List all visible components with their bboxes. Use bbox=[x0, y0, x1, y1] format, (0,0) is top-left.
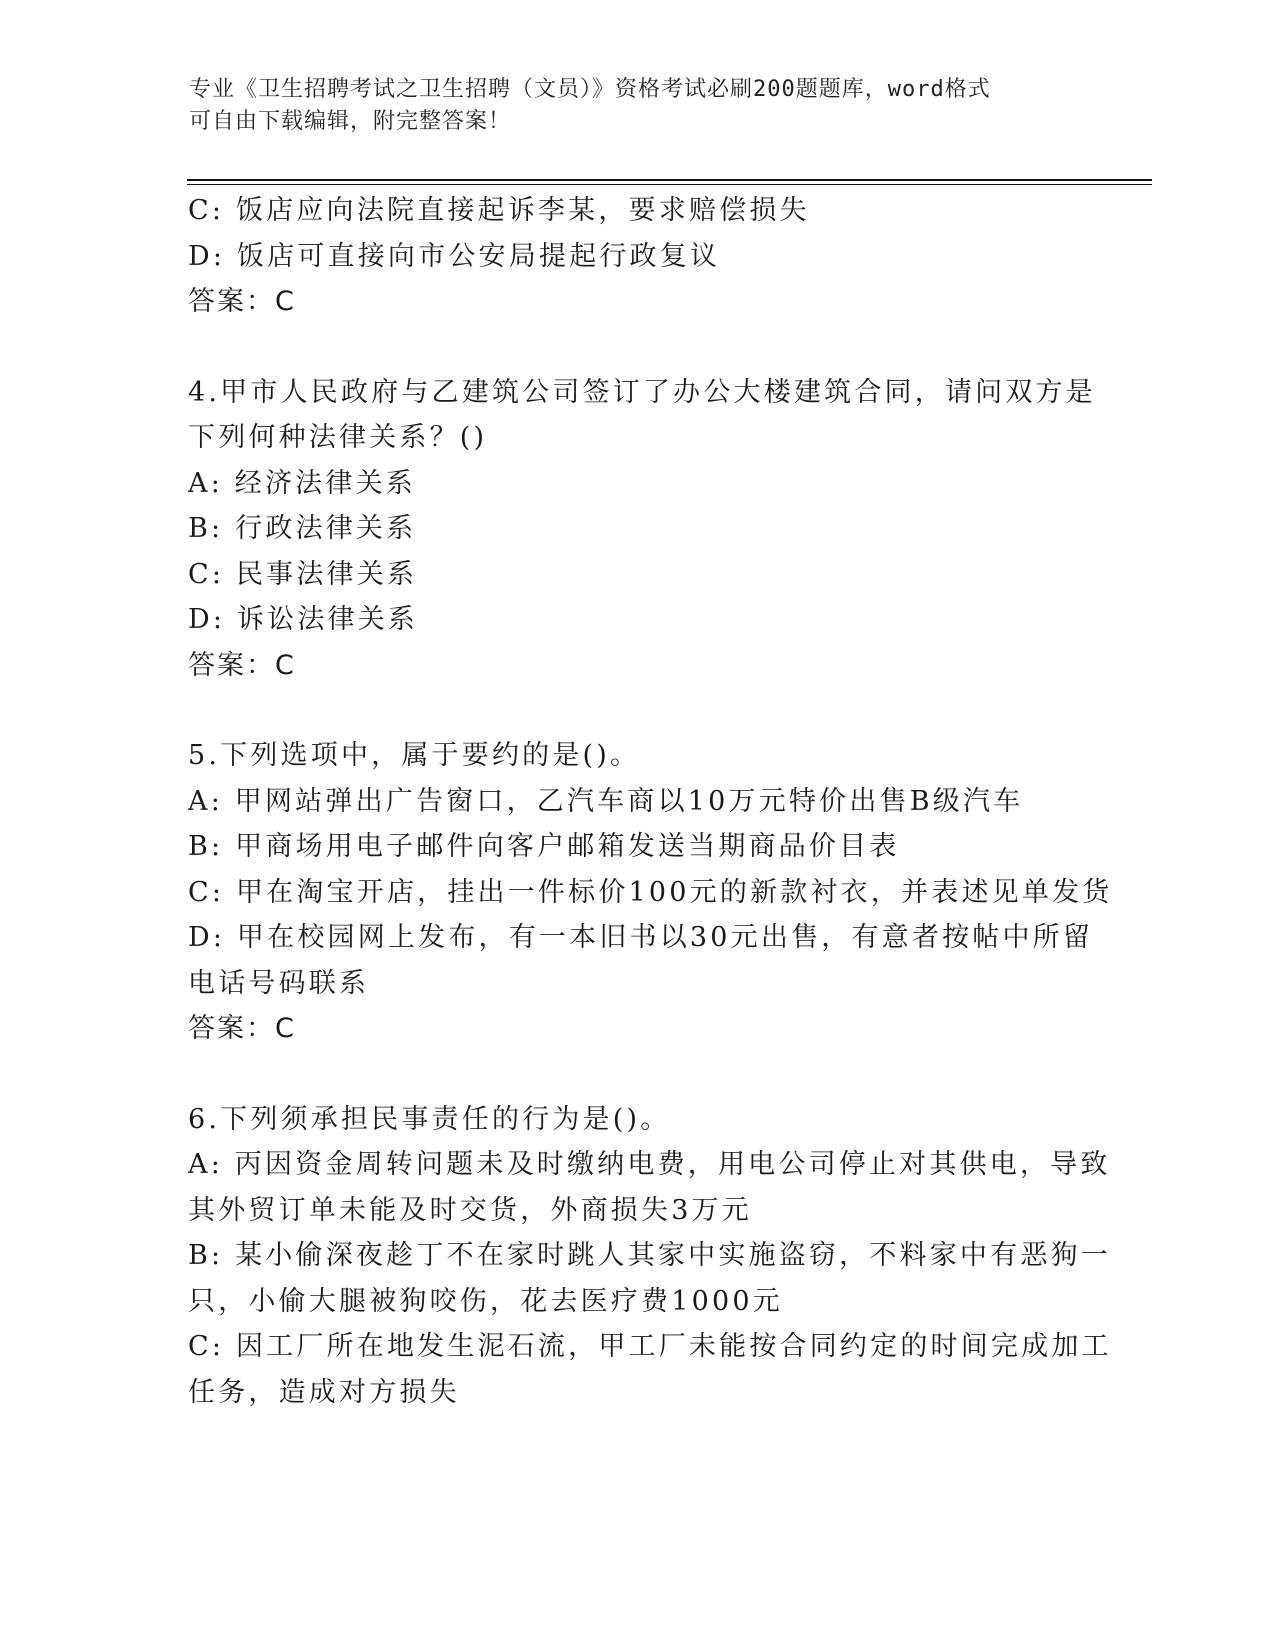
option-b: B: 行政法律关系 bbox=[188, 513, 417, 544]
question-stem: 4.甲市人民政府与乙建筑公司签订了办公大楼建筑合同，请问双方是 bbox=[188, 376, 1096, 408]
option-c: C: 甲在淘宝开店，挂出一件标价100元的新款衬衣，并表述见单发货 bbox=[188, 876, 1113, 908]
answer-line: 答案：C bbox=[188, 286, 296, 317]
option-d: D: 诉讼法律关系 bbox=[188, 604, 419, 635]
question-3-tail bbox=[188, 188, 1088, 325]
option-d-cont: 电话号码联系 bbox=[188, 967, 370, 999]
option-a: A: 经济法律关系 bbox=[188, 467, 416, 499]
question-stem: 5.下列选项中，属于要约的是()。 bbox=[188, 740, 641, 771]
option-a: A: 丙因资金周转问题未及时缴纳电费，用电公司停止对其供电，导致 bbox=[188, 1149, 1111, 1180]
header-line-2: 可自由下载编辑，附完整答案！ bbox=[189, 109, 512, 134]
page-header bbox=[189, 74, 1079, 138]
option-b: B: 甲商场用电子邮件向客户邮箱发送当期商品价目表 bbox=[188, 831, 900, 862]
option-c: C: 因工厂所在地发生泥石流，甲工厂未能按合同约定的时间完成加工 bbox=[188, 1331, 1112, 1362]
option-c: C: 饭店应向法院直接起诉李某，要求赔偿损失 bbox=[188, 195, 810, 226]
answer-line: 答案：C bbox=[188, 1013, 296, 1044]
question-stem: 6.下列须承担民事责任的行为是()。 bbox=[188, 1103, 671, 1135]
question-6 bbox=[188, 1097, 1112, 1416]
header-line-1: 专业《卫生招聘考试之卫生招聘（文员）》资格考试必刷200题题库，word格式 bbox=[189, 77, 991, 102]
header-divider bbox=[187, 179, 1152, 185]
option-b-cont: 只，小偷大腿被狗咬伤，花去医疗费1000元 bbox=[188, 1285, 783, 1317]
block-spacer bbox=[188, 325, 1088, 370]
block-spacer bbox=[188, 1052, 1088, 1097]
question-stem-cont: 下列何种法律关系？() bbox=[188, 422, 488, 453]
answer-line: 答案：C bbox=[188, 649, 296, 681]
question-5 bbox=[188, 733, 1113, 1052]
option-c-cont: 任务，造成对方损失 bbox=[188, 1376, 460, 1408]
question-content bbox=[188, 188, 1113, 1415]
option-a: A: 甲网站弹出广告窗口，乙汽车商以10万元特价出售B级汽车 bbox=[188, 785, 1024, 817]
question-4 bbox=[188, 370, 1096, 689]
option-d: D: 饭店可直接向市公安局提起行政复议 bbox=[188, 240, 721, 272]
option-b: B: 某小偷深夜趁丁不在家时跳人其家中实施盗窃，不料家中有恶狗一 bbox=[188, 1240, 1111, 1271]
block-spacer bbox=[188, 688, 1088, 733]
option-d: D: 甲在校园网上发布，有一本旧书以30元出售，有意者按帖中所留 bbox=[188, 922, 1094, 953]
option-c: C: 民事法律关系 bbox=[188, 558, 418, 590]
option-a-cont: 其外贸订单未能及时交货，外商损失3万元 bbox=[188, 1194, 752, 1226]
